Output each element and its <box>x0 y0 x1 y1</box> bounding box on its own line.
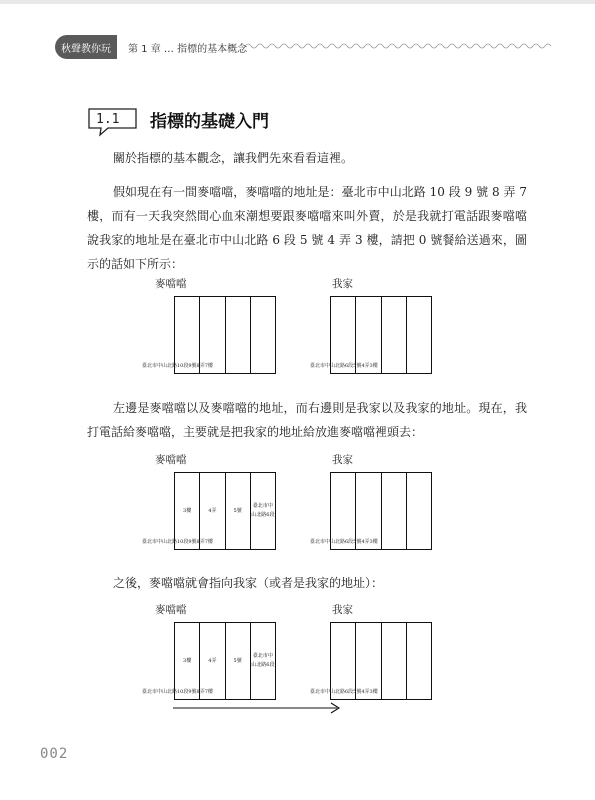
diagram-label-home: 我家 <box>332 278 353 290</box>
stored-cell-lane: 4弄 <box>200 623 225 699</box>
home-address: 臺北市中山北路6段5號4弄3樓 <box>310 689 378 695</box>
diagram-label-home: 我家 <box>332 604 353 616</box>
page-number: 002 <box>40 746 69 762</box>
stored-cell-road: 臺北市中山北路6段 <box>251 503 275 518</box>
stored-cell-road: 臺北市中山北路6段 <box>251 653 275 668</box>
memory-diagram-3 <box>142 602 435 702</box>
restaurant-address: 臺北市中山北路10段9號8弄7樓 <box>142 689 213 695</box>
memory-cell <box>407 297 431 373</box>
diagram-label-home: 我家 <box>332 454 353 466</box>
diagram-label-restaurant: 麥噹噹 <box>155 604 187 616</box>
memory-cell <box>226 297 251 373</box>
memory-cell <box>382 623 407 699</box>
section-number: 1.1 <box>96 112 120 127</box>
paragraph-intro: 關於指標的基本觀念，讓我們先來看看這裡。 <box>113 151 354 165</box>
top-rule <box>0 0 595 4</box>
memory-cell <box>407 623 431 699</box>
chapter-title: 第 1 章 … 指標的基本概念 <box>128 44 248 55</box>
home-address: 臺北市中山北路6段5號4弄3樓 <box>310 363 378 369</box>
home-address: 臺北市中山北路6段5號4弄3樓 <box>310 539 378 545</box>
memory-diagram-2 <box>142 452 435 552</box>
memory-diagram-1 <box>142 276 435 376</box>
memory-cell <box>251 297 275 373</box>
memory-cell <box>382 473 407 549</box>
pointer-arrow-icon <box>173 702 343 714</box>
stored-cell-number: 5號 <box>226 473 251 549</box>
book-title-tab: 秋聲教你玩 <box>55 35 117 59</box>
stored-cell-lane: 4弄 <box>200 473 225 549</box>
restaurant-address: 臺北市中山北路10段9號8弄7樓 <box>142 363 213 369</box>
stored-cell-number: 5號 <box>226 623 251 699</box>
stored-cell-floor: 3樓 <box>175 473 200 549</box>
memory-cell <box>382 297 407 373</box>
header-wave-rule <box>245 42 555 50</box>
diagram-label-restaurant: 麥噹噹 <box>155 278 187 290</box>
stored-cell-floor: 3樓 <box>175 623 200 699</box>
paragraph-scenario: 假如現在有一間麥噹噹，麥噹噹的地址是：臺北市中山北路 10 段 9 號 8 弄 7 樓，而有一天我突然間心血來潮想要跟麥噹噹來叫外賣，於是我就打電話跟麥噹噹說我家的地址是在臺北市中山北路 6 段 5 號 4 弄 3 樓，請把 0 號餐給送過來，圖示的話如下所示： <box>87 185 527 271</box>
paragraph-explanation: 左邊是麥噹噹以及麥噹噹的地址，而右邊則是我家以及我家的地址。現在，我打電話給麥噹噹，主要就是把我家的地址給放進麥噹噹裡頭去： <box>87 401 527 439</box>
diagram-label-restaurant: 麥噹噹 <box>155 454 187 466</box>
section-title: 指標的基礎入門 <box>150 112 269 132</box>
restaurant-address: 臺北市中山北路10段9號8弄7樓 <box>142 539 213 545</box>
memory-cell <box>407 473 431 549</box>
paragraph-pointer: 之後，麥噹噹就會指向我家（或者是我家的地址）： <box>113 576 384 590</box>
